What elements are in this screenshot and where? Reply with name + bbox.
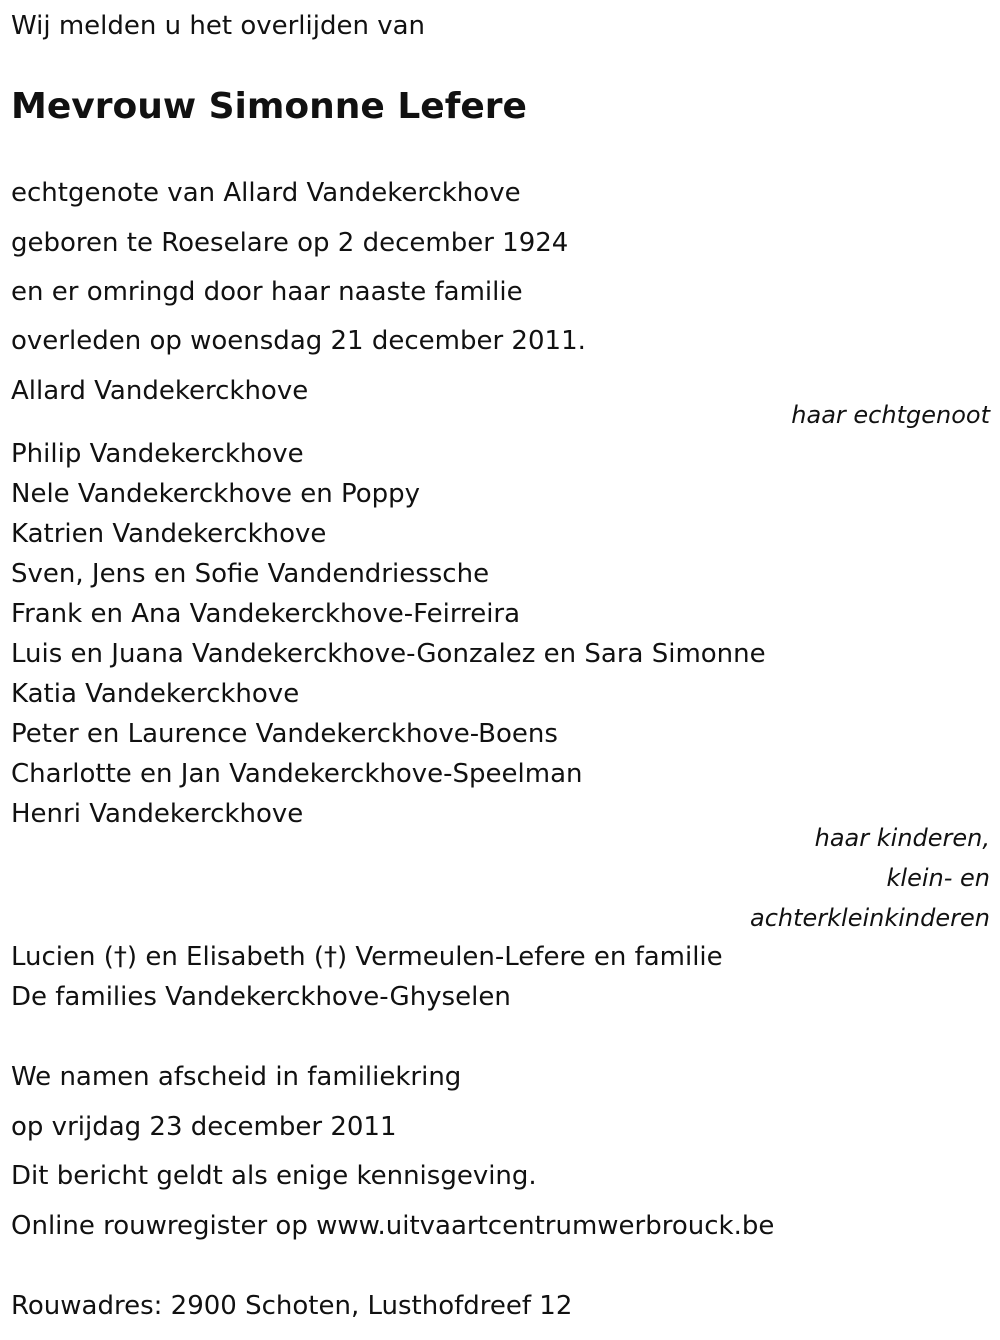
farewell-line: Dit bericht geldt als enige kennisgeving.	[11, 1161, 537, 1191]
family-line: De families Vandekerckhove-Ghyselen	[11, 982, 511, 1012]
child-name: Katia Vandekerckhove	[11, 679, 300, 709]
child-name: Luis en Juana Vandekerckhove-Gonzalez en Sara Simonne	[11, 639, 766, 669]
child-name: Charlotte en Jan Vandekerckhove-Speelman	[11, 759, 583, 789]
child-name: Peter en Laurence Vandekerckhove-Boens	[11, 719, 558, 749]
child-name: Sven, Jens en Sofie Vandendriessche	[11, 559, 490, 589]
spouse-role: haar echtgenoot	[791, 401, 990, 429]
child-name: Henri Vandekerckhove	[11, 799, 304, 829]
farewell-line: op vrijdag 23 december 2011	[11, 1112, 397, 1142]
child-name: Philip Vandekerckhove	[11, 439, 304, 469]
deceased-name: Mevrouw Simonne Lefere	[11, 86, 527, 127]
farewell-line: We namen afscheid in familiekring	[11, 1062, 462, 1092]
children-role: klein- en	[886, 864, 990, 892]
intro-text: Wij melden u het overlijden van	[11, 11, 426, 41]
child-name: Nele Vandekerckhove en Poppy	[11, 479, 421, 509]
children-role: achterkleinkinderen	[750, 904, 990, 932]
child-name: Frank en Ana Vandekerckhove-Feirreira	[11, 599, 521, 629]
detail-line: geboren te Roeselare op 2 december 1924	[11, 228, 569, 258]
family-line: Lucien (†) en Elisabeth (†) Vermeulen-Lefere en familie	[11, 942, 723, 972]
online-register: Online rouwregister op www.uitvaartcentrumwerbrouck.be	[11, 1211, 775, 1241]
detail-line: overleden op woensdag 21 december 2011.	[11, 326, 586, 356]
detail-line: echtgenote van Allard Vandekerckhove	[11, 178, 521, 208]
spouse-name: Allard Vandekerckhove	[11, 376, 309, 406]
detail-line: en er omringd door haar naaste familie	[11, 277, 523, 307]
mourning-address: Rouwadres: 2900 Schoten, Lusthofdreef 12	[11, 1291, 573, 1321]
children-role: haar kinderen,	[814, 824, 990, 852]
child-name: Katrien Vandekerckhove	[11, 519, 327, 549]
